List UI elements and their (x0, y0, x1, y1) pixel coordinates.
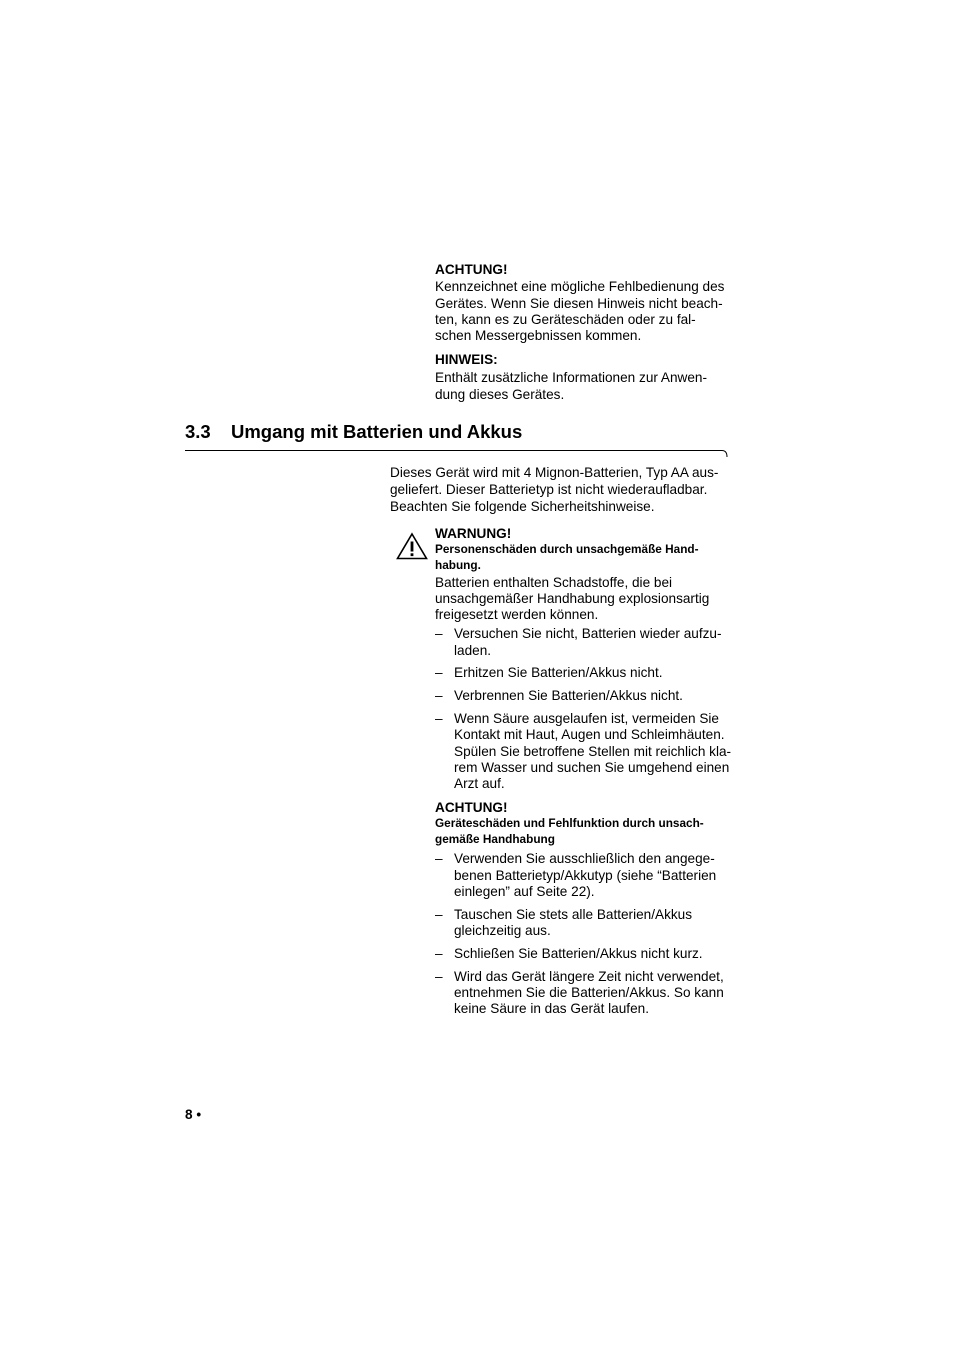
achtung-label: ACHTUNG! (435, 800, 508, 815)
list-item-line: Versuchen Sie nicht, Batterien wieder aufzu- (454, 626, 722, 642)
list-dash: – (435, 906, 443, 922)
warnung-subtitle-line: Personenschäden durch unsachgemäße Hand- (435, 542, 699, 557)
achtung-text-line: Gerätes. Wenn Sie diesen Hinweis nicht beach- (435, 295, 723, 311)
section-rule (185, 449, 728, 465)
warnung-text-line: unsachgemäßer Handhabung explosionsartig (435, 591, 710, 607)
list-item-line: Spülen Sie betroffene Stellen mit reichlich kla- (454, 743, 732, 759)
list-item (435, 711, 735, 792)
list-item (435, 665, 735, 681)
list-item (435, 969, 735, 1018)
list-dash: – (435, 851, 443, 867)
list-item (435, 626, 735, 659)
list-dash: – (435, 665, 443, 681)
list-item-line: Arzt auf. (454, 776, 505, 792)
list-item-line: Kontakt mit Haut, Augen und Schleimhäuten. (454, 727, 725, 743)
section-title: Umgang mit Batterien und Akkus (231, 421, 523, 442)
achtung-subtitle-line: Geräteschäden und Fehlfunktion durch unsach- (435, 816, 704, 831)
list-item-line: Schließen Sie Batterien/Akkus nicht kurz. (454, 945, 703, 961)
list-item-line: gleichzeitig aus. (454, 923, 551, 939)
list-item (435, 946, 735, 962)
warnung-text-line: Batterien enthalten Schadstoffe, die bei (435, 574, 673, 590)
warnung-text-line: freigesetzt werden können. (435, 607, 599, 623)
list-item-line: rem Wasser und suchen Sie umgehend einen (454, 759, 730, 775)
achtung-text-line: ten, kann es zu Geräteschäden oder zu fal- (435, 311, 696, 327)
list-item-line: Tauschen Sie stets alle Batterien/Akkus (454, 906, 693, 922)
page-number: 8 • (185, 1107, 202, 1122)
intro-line: geliefert. Dieser Batterietyp ist nicht wiederaufladbar. (390, 482, 708, 498)
warnung-notice (435, 526, 735, 792)
list-dash: – (435, 688, 443, 704)
achtung-battery-notice (435, 800, 735, 1018)
list-item-line: Verwenden Sie ausschließlich den angege- (454, 851, 715, 867)
list-dash: – (435, 968, 443, 984)
list-item (435, 688, 735, 704)
intro-line: Beachten Sie folgende Sicherheitshinweise. (390, 499, 655, 515)
list-item-line: Wird das Gerät längere Zeit nicht verwendet, (454, 968, 724, 984)
list-item-line: Erhitzen Sie Batterien/Akkus nicht. (454, 665, 663, 681)
hinweis-text-line: dung dieses Gerätes. (435, 386, 565, 402)
list-item-line: Verbrennen Sie Batterien/Akkus nicht. (454, 688, 683, 704)
achtung-label: ACHTUNG! (435, 262, 508, 277)
achtung-text-line: Kennzeichnet eine mögliche Fehlbedienung des (435, 279, 725, 295)
hinweis-text-line: Enthält zusätzliche Informationen zur Anwen- (435, 370, 708, 386)
warning-triangle-icon (396, 532, 428, 560)
warnung-label: WARNUNG! (435, 526, 512, 541)
list-item (435, 851, 735, 900)
list-item-line: Wenn Säure ausgelaufen ist, vermeiden Sie (454, 710, 719, 726)
list-item-line: entnehmen Sie die Batterien/Akkus. So kann (454, 984, 724, 1000)
list-item (435, 907, 735, 940)
list-dash: – (435, 710, 443, 726)
section-number: 3.3 (185, 421, 211, 442)
list-dash: – (435, 626, 443, 642)
list-item-line: einlegen” auf Seite 22). (454, 883, 595, 899)
intro-paragraph (390, 464, 718, 516)
achtung-subtitle-line: gemäße Handhabung (435, 832, 555, 847)
warnung-list (435, 626, 735, 792)
intro-line: Dieses Gerät wird mit 4 Mignon-Batterien, Typ AA aus- (390, 465, 719, 480)
list-item-line: laden. (454, 642, 492, 658)
hinweis-label: HINWEIS: (435, 352, 498, 367)
list-item-line: keine Säure in das Gerät laufen. (454, 1001, 649, 1017)
warnung-subtitle-line: habung. (435, 558, 481, 573)
list-dash: – (435, 945, 443, 961)
achtung-notice (435, 262, 724, 344)
achtung-text-line: schen Messergebnissen kommen. (435, 328, 642, 344)
section-heading (185, 421, 522, 443)
achtung-list (435, 851, 735, 1017)
hinweis-notice (435, 352, 707, 403)
list-item-line: benen Batterietyp/Akkutyp (siehe “Batterien (454, 867, 717, 883)
